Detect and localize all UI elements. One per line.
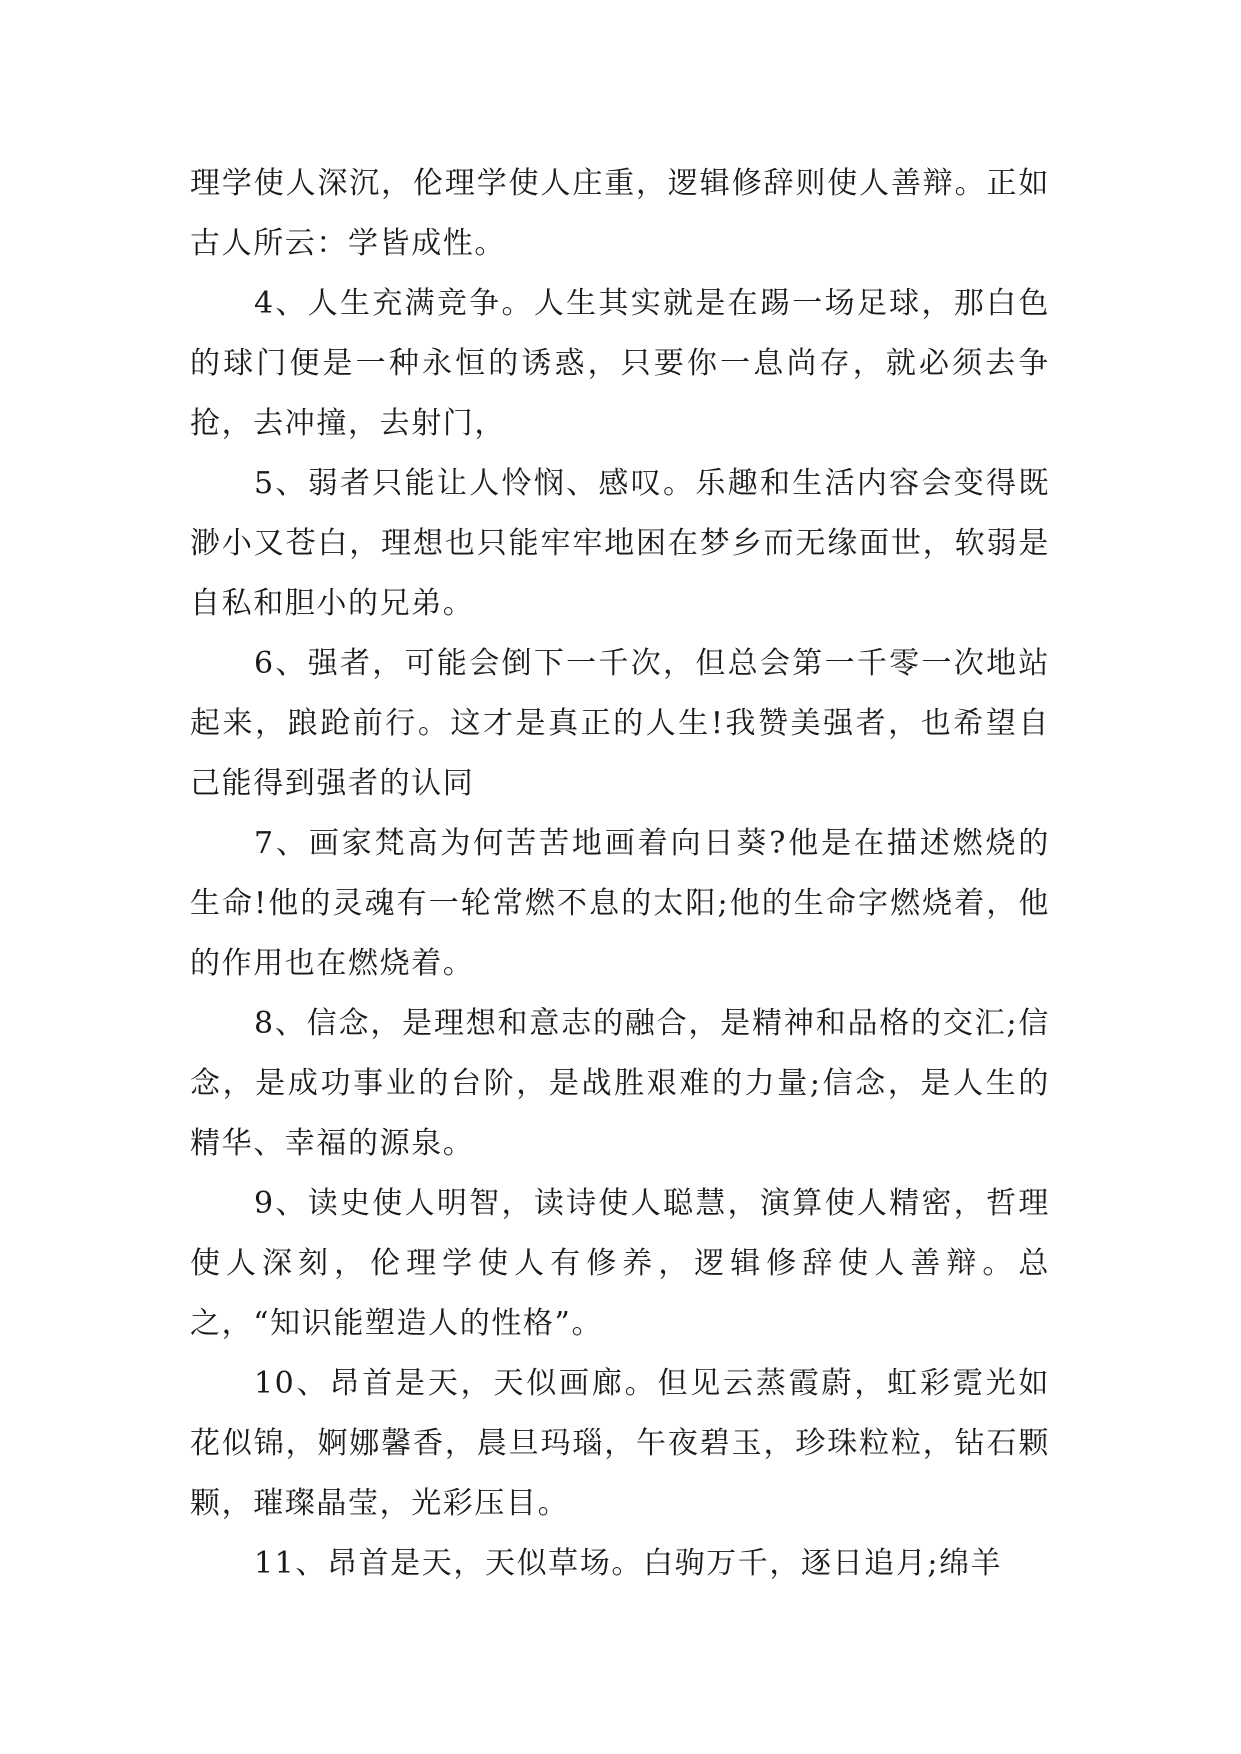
paragraph-11: 11、昂首是天，天似草场。白驹万千，逐日追月;绵羊	[254, 1546, 1003, 1581]
paragraph-6: 6、强者，可能会倒下一千次，但总会第一千零一次地站起来，踉跄前行。这才是真正的人生!我赞美强者，也希望自己能得到强者的认同	[190, 646, 1050, 801]
paragraph-9: 9、读史使人明智，读诗使人聪慧，演算使人精密，哲理使人深刻，伦理学使人有修养，逻辑修辞使人善辩。总之，“知识能塑造人的性格”。	[190, 1186, 1050, 1341]
paragraph-10: 10、昂首是天，天似画廊。但见云蒸霞蔚，虹彩霓光如花似锦，婀娜馨香，晨旦玛瑙，午夜碧玉，珍珠粒粒，钻石颗颗，璀璨晶莹，光彩压目。	[190, 1366, 1050, 1521]
paragraph-7: 7、画家梵高为何苦苦地画着向日葵?他是在描述燃烧的生命!他的灵魂有一轮常燃不息的太阳;他的生命字燃烧着，他的作用也在燃烧着。	[190, 826, 1050, 981]
paragraph-4: 4、人生充满竞争。人生其实就是在踢一场足球，那白色的球门便是一种永恒的诱惑，只要你一息尚存，就必须去争抢，去冲撞，去射门，	[190, 286, 1050, 441]
paragraph-continued: 理学使人深沉，伦理学使人庄重，逻辑修辞则使人善辩。正如古人所云：学皆成性。	[190, 166, 1050, 261]
paragraph-8: 8、信念，是理想和意志的融合，是精神和品格的交汇;信念，是成功事业的台阶，是战胜艰难的力量;信念，是人生的精华、幸福的源泉。	[190, 1006, 1050, 1161]
document-body	[190, 154, 1050, 1594]
paragraph-5: 5、弱者只能让人怜悯、感叹。乐趣和生活内容会变得既渺小又苍白，理想也只能牢牢地困在梦乡而无缘面世，软弱是自私和胆小的兄弟。	[190, 466, 1050, 621]
